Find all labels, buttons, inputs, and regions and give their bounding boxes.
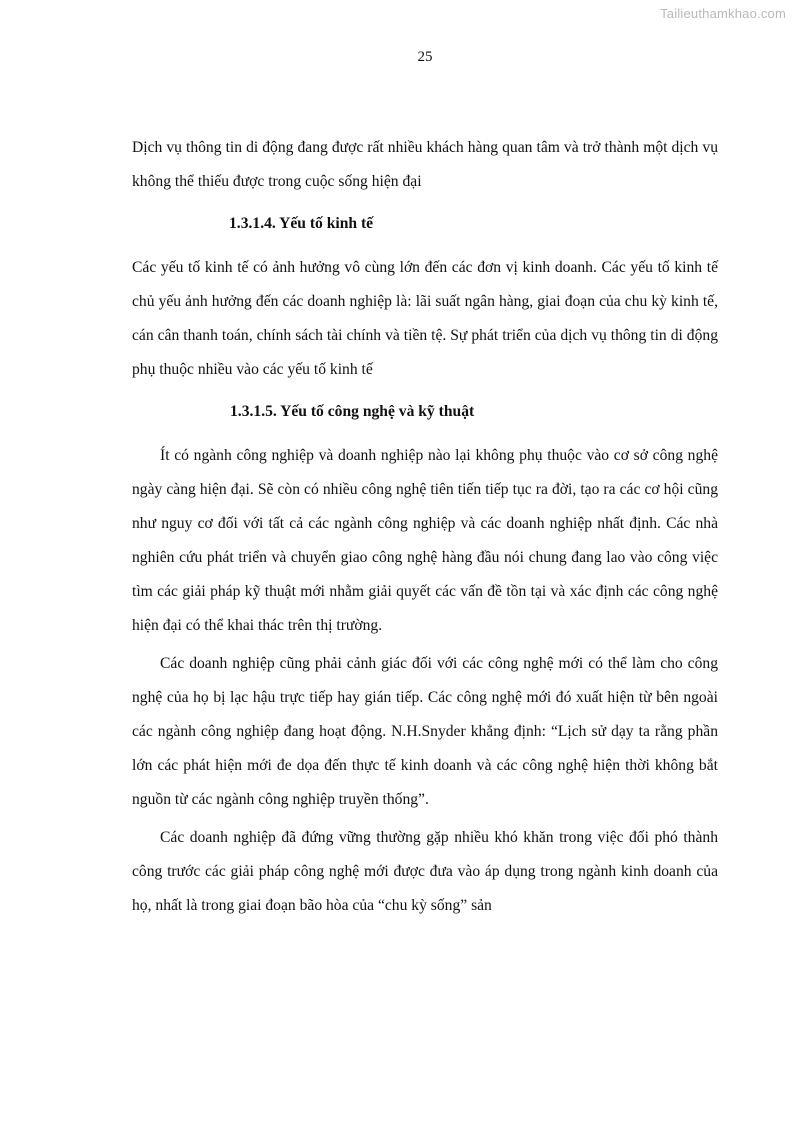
paragraph-intro: Dịch vụ thông tin di động đang được rất nhiều khách hàng quan tâm và trở thành một dịch vụ không thể thiếu được trong cuộc sống hiện đại [132,139,718,190]
section-heading-economic-factors: 1.3.1.4. Yếu tố kinh tế [229,215,374,232]
watermark: Tailieuthamkhao.com [660,6,786,21]
section-heading-technology-factors: 1.3.1.5. Yếu tố công nghệ và kỹ thuật [230,403,475,420]
page-number: 25 [417,49,433,65]
document-body [132,131,718,923]
paragraph-technology-2: Các doanh nghiệp cũng phải cảnh giác đối với các công nghệ mới có thể làm cho công nghệ của họ bị lạc hậu trực tiếp hay gián tiếp. Các công nghệ mới đó xuất hiện từ bên ngoài các ngành công nghiệp đang hoạt động. N.H.Snyder khẳng định: “Lịch sử dạy ta rằng phần lớn các phát hiện mới đe dọa đến thực tế kinh doanh và các công nghệ hiện thời không bắt nguồn từ các ngành công nghiệp truyền thống”. [132,655,718,808]
paragraph-technology-1: Ít có ngành công nghiệp và doanh nghiệp nào lại không phụ thuộc vào cơ sở công nghệ ngày càng hiện đại. Sẽ còn có nhiều công nghệ tiên tiến tiếp tục ra đời, tạo ra các cơ hội cũng như nguy cơ đối với tất cả các ngành công nghiệp và các doanh nghiệp nhất định. Các nhà nghiên cứu phát triển và chuyển giao công nghệ hàng đầu nói chung đang lao vào công việc tìm các giải pháp kỹ thuật mới nhằm giải quyết các vấn đề tồn tại và xác định các công nghệ hiện đại có thể khai thác trên thị trường. [132,447,718,634]
paragraph-economic-factors: Các yếu tố kinh tế có ảnh hưởng vô cùng lớn đến các đơn vị kinh doanh. Các yếu tố kinh tế chủ yếu ảnh hưởng đến các doanh nghiệp là: lãi suất ngân hàng, giai đoạn của chu kỳ kinh tế, cán cân thanh toán, chính sách tài chính và tiền tệ. Sự phát triển của dịch vụ thông tin di động phụ thuộc nhiều vào các yếu tố kinh tế [132,259,718,378]
paragraph-technology-3: Các doanh nghiệp đã đứng vững thường gặp nhiều khó khăn trong việc đối phó thành công trước các giải pháp công nghệ mới được đưa vào áp dụng trong ngành kinh doanh của họ, nhất là trong giai đoạn bão hòa của “chu kỳ sống” sản [132,829,718,914]
